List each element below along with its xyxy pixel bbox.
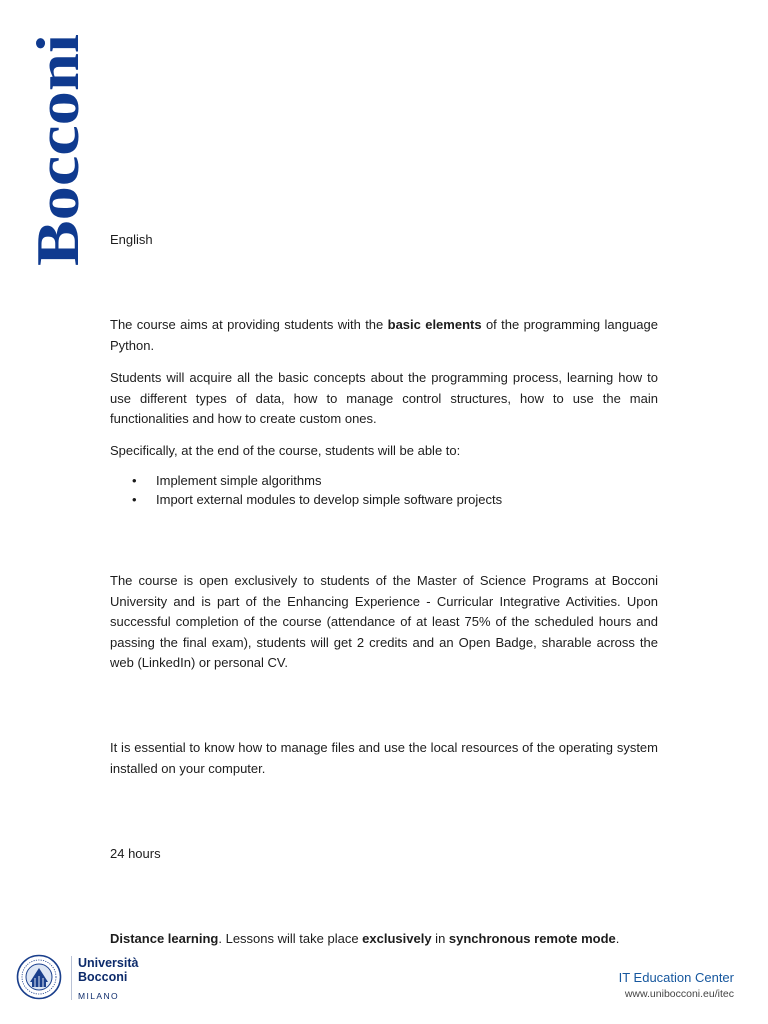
objectives-paragraph-3-block <box>110 441 658 462</box>
duration-value: 24 hours <box>110 846 161 861</box>
logo-divider <box>71 956 72 1000</box>
basic-elements-bold: basic elements <box>387 317 482 332</box>
bocconi-vertical-logo <box>22 30 91 270</box>
objectives-paragraph-2: Students will acquire all the basic concepts about the programming process, learning how to use different types of data, how to manage control structures, how to use the main functionalities and how to create custom ones. <box>110 370 658 426</box>
university-line-2: Bocconi <box>78 970 128 984</box>
objectives-section <box>110 315 658 356</box>
university-city: MILANO <box>78 991 119 1001</box>
university-seal-icon <box>16 954 62 1000</box>
format-section <box>110 929 658 950</box>
list-item: • Implement simple algorithms <box>110 471 670 490</box>
bocconi-logo-text: Bocconi <box>25 62 91 266</box>
language-value: English <box>110 232 153 247</box>
eligibility-section <box>110 571 658 674</box>
it-education-center-label: IT Education Center <box>618 970 734 985</box>
it-education-center-block <box>619 970 734 1002</box>
prerequisites-section <box>110 738 658 779</box>
itec-url[interactable]: www.unibocconi.eu/itec <box>624 988 734 1000</box>
universita-bocconi-logo <box>16 952 176 1004</box>
university-name <box>78 956 138 1001</box>
format-paragraph: Distance learning. Lessons will take place exclusively in synchronous remote mode. <box>110 931 620 946</box>
eligibility-paragraph: The course is open exclusively to students of the Master of Science Programs at Bocconi University and is part of the Enhancing Experience - Curricular Integrative Activities. Upon successful completion of the course (attendance of at least 75% of the scheduled hours and passing the final exam), students will get 2 credits and an Open Badge, sharable across the web (LinkedIn) or personal CV. <box>110 573 658 670</box>
duration-section <box>110 844 658 865</box>
list-item: • Import external modules to develop simple software projects <box>110 490 670 509</box>
objectives-paragraph-3: Specifically, at the end of the course, students will be able to: <box>110 443 461 458</box>
university-line-1: Università <box>78 956 139 970</box>
language-section <box>110 230 658 251</box>
prerequisites-paragraph: It is essential to know how to manage files and use the local resources of the operating system installed on your computer. <box>110 740 658 776</box>
objectives-paragraph-2-block <box>110 368 658 430</box>
objectives-paragraph-1: The course aims at providing students with the basic elements of the programming language Python. <box>110 317 658 353</box>
learning-outcomes-list <box>110 471 670 509</box>
